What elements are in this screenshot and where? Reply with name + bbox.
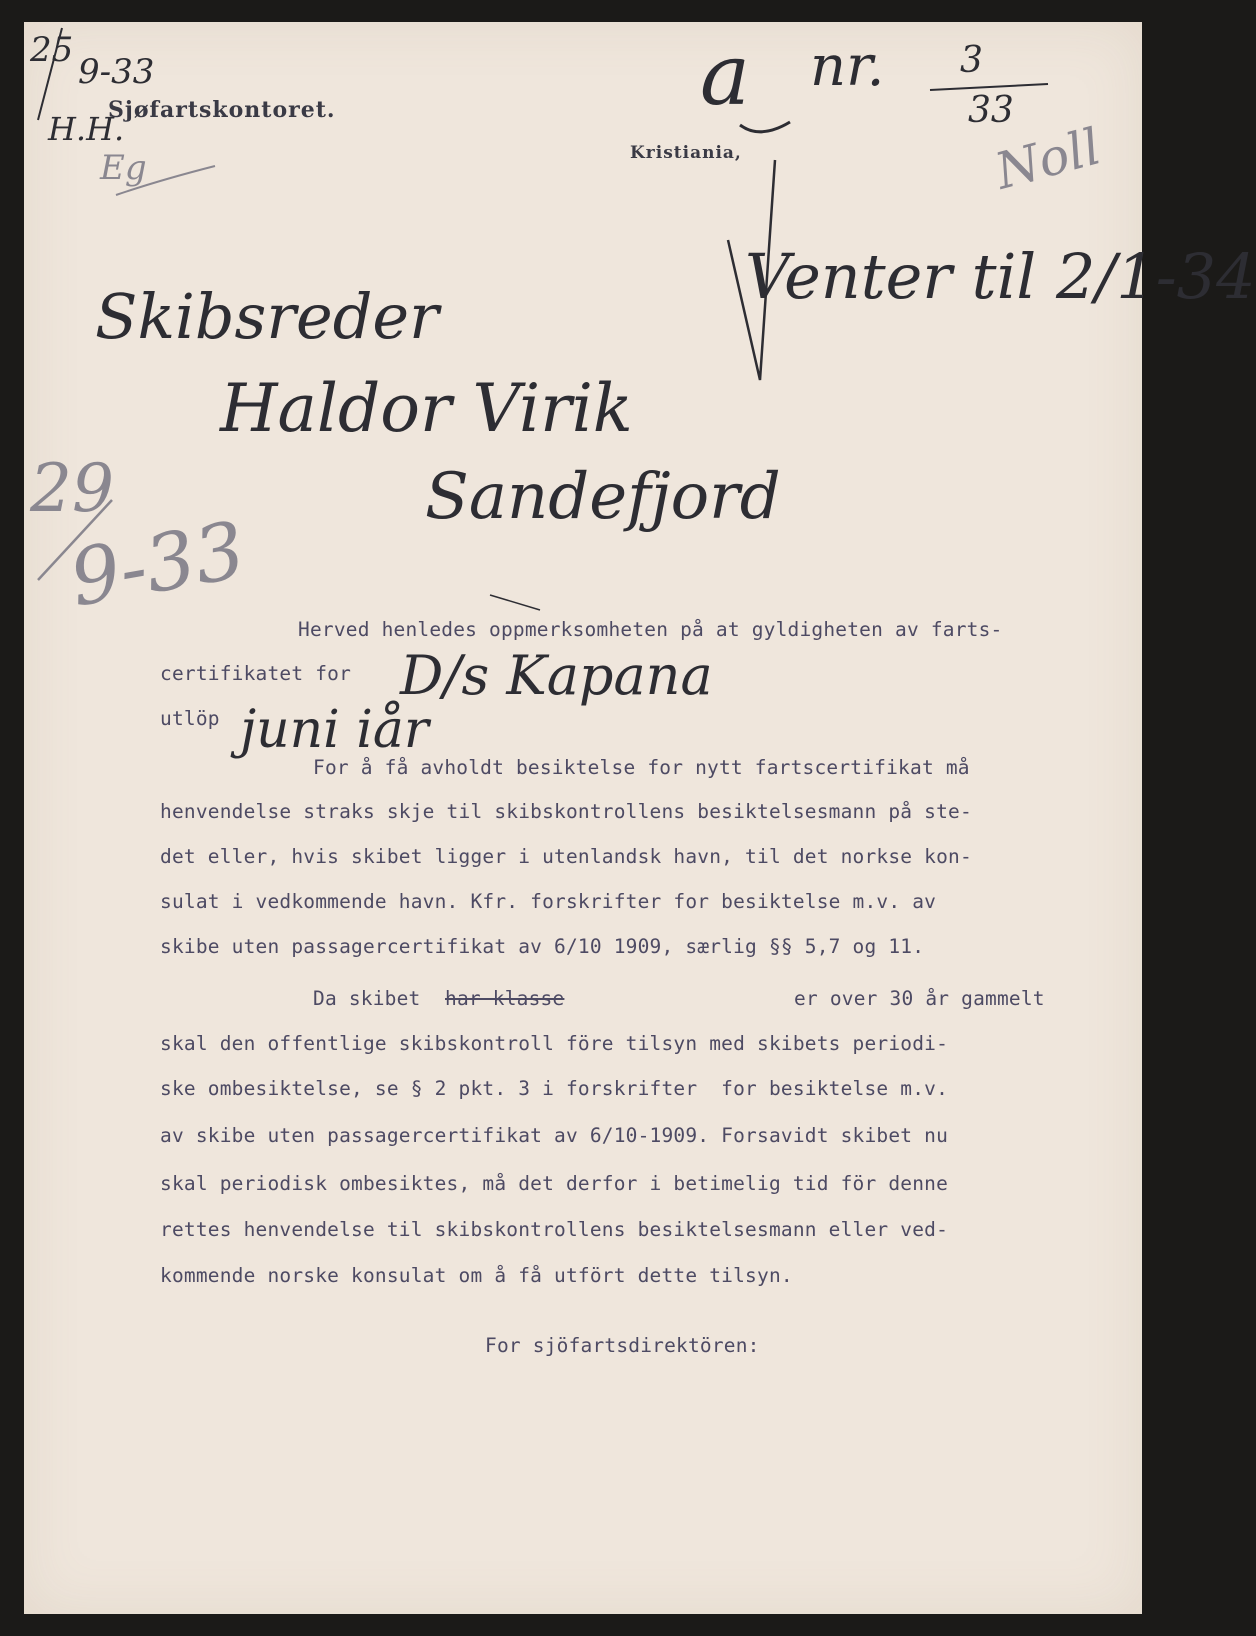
hw-date-day: 25: [30, 30, 74, 70]
hw-file-nr: nr.: [810, 34, 885, 99]
hw-recipient-place: Sandefjord: [425, 460, 781, 534]
body-line-8: skibe uten passagercertifikat av 6/10 1909, særlig §§ 5,7 og 11.: [160, 935, 925, 958]
body-line-13: skal periodisk ombesiktes, må det derfor i betimelig tid för denne: [160, 1172, 949, 1195]
hw-date-month: 9-33: [78, 52, 155, 92]
hw-deadline: Venter til 2/1-34: [745, 240, 1256, 313]
hw-file-letter: a: [700, 26, 751, 124]
hw-pencil-mark: Noll: [989, 117, 1107, 201]
body-line-2: certifikatet for: [160, 662, 352, 685]
office-letterhead: Sjøfartskontoret.: [108, 97, 336, 123]
hw-initials: H.H.: [48, 110, 125, 148]
body-line-9a: Da skibet: [313, 987, 421, 1010]
hw-recipient-title: Skibsreder: [95, 280, 439, 353]
body-line-9b: er over 30 år gammelt: [794, 987, 1045, 1010]
insertion-mark: [490, 595, 540, 610]
body-line-1: Herved henledes oppmerksomheten på at gyldigheten av farts-: [298, 618, 1003, 641]
body-line-10: skal den offentlige skibskontroll före tilsyn med skibets periodi-: [160, 1032, 949, 1055]
body-line-4: For å få avholdt besiktelse for nytt fartscertifikat må: [313, 756, 970, 779]
signoff: For sjöfartsdirektören:: [485, 1334, 760, 1357]
body-line-7: sulat i vedkommende havn. Kfr. forskrifter for besiktelse m.v. av: [160, 890, 937, 913]
hw-pencil-initials: Eg: [100, 148, 147, 188]
place-letterhead: Kristiania,: [630, 143, 742, 163]
body-line-12: av skibe uten passagercertifikat av 6/10-1909. Forsavidt skibet nu: [160, 1124, 949, 1147]
hw-pencil-date-month: 9-33: [63, 505, 252, 625]
hw-expiry: juni iår: [240, 700, 429, 760]
body-line-9-struck: har klasse: [445, 987, 565, 1010]
body-line-14: rettes henvendelse til skibskontrollens besiktelsesmann eller ved-: [160, 1218, 949, 1241]
body-line-6: det eller, hvis skibet ligger i utenlandsk havn, til det norkse kon-: [160, 845, 972, 868]
hw-file-year: 33: [968, 90, 1014, 131]
body-line-3: utlöp: [160, 707, 220, 730]
hw-recipient-name: Haldor Virik: [220, 370, 633, 447]
body-line-5: henvendelse straks skje til skibskontrollens besiktelsesmann på ste-: [160, 800, 972, 823]
body-line-15: kommende norske konsulat om å få utfört dette tilsyn.: [160, 1264, 793, 1287]
body-line-11: ske ombesiktelse, se § 2 pkt. 3 i forskrifter for besiktelse m.v.: [160, 1077, 949, 1100]
hw-pencil-date-day: 29: [30, 450, 114, 527]
hw-ship-name: D/s Kapana: [400, 644, 713, 707]
hw-file-number: 3: [960, 40, 983, 81]
